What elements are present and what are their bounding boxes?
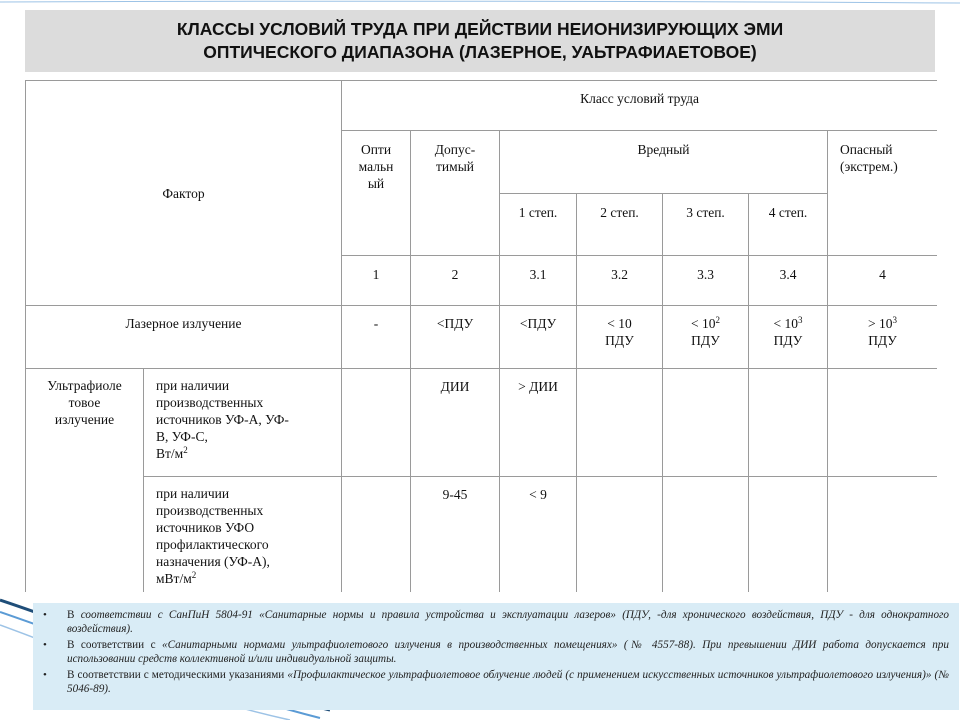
note-1-bullet: • xyxy=(43,609,47,621)
classes-table-container xyxy=(25,80,937,592)
laser-3-4-unit: ПДУ xyxy=(773,333,803,348)
acceptable-header xyxy=(411,131,500,256)
dangerous-line-1: Опасный xyxy=(840,142,893,157)
uv1-desc-line-1: при наличии xyxy=(156,378,230,393)
acceptable-line-2: тимый xyxy=(436,159,474,174)
class-header-label: Класс условий труда xyxy=(580,91,699,106)
code-3-3: 3.3 xyxy=(663,256,749,306)
degree-4-header: 4 степ. xyxy=(749,194,828,256)
note-uv-norms xyxy=(41,638,949,666)
uv2-desc-line-4: профилактического xyxy=(156,537,269,552)
uv-prophylactic-desc xyxy=(144,477,342,593)
note-3-bullet: • xyxy=(43,669,47,681)
laser-4-value: > 10 xyxy=(868,316,893,331)
optimal-line-3: ый xyxy=(367,176,385,191)
uv1-class-3-2 xyxy=(577,369,663,477)
laser-class-2: <ПДУ xyxy=(411,306,500,369)
laser-3-4-exp: 3 xyxy=(798,315,803,325)
uv1-class-3-1: > ДИИ xyxy=(500,369,577,477)
uv1-desc-line-2: производственных xyxy=(156,395,264,410)
uv2-desc-line-3: источников УФО xyxy=(156,520,255,535)
laser-class-4 xyxy=(828,306,937,369)
laser-row xyxy=(26,306,938,369)
uv1-unit-exp: 2 xyxy=(183,445,188,455)
degree-2-header: 2 степ. xyxy=(577,194,663,256)
laser-3-3-exp: 2 xyxy=(715,315,721,325)
uv2-class-4 xyxy=(828,477,937,593)
laser-3-3-value: < 10 xyxy=(691,316,716,331)
uv2-unit: мВт/м xyxy=(156,571,192,586)
laser-4-exp: 3 xyxy=(892,315,898,325)
laser-label: Лазерное излучение xyxy=(26,306,342,369)
laser-3-3-unit: ПДУ xyxy=(691,333,720,348)
note-2-text: «Санитарными нормами ультрафиолетового излучения в производственных помещениях» (№ 4557-88). При превышении ДИИ работа допускается при использовании средств коллективной и/или индивидуальной защиты. xyxy=(67,639,949,665)
top-decor-line xyxy=(0,0,960,10)
uv-label-line-3: излучение xyxy=(54,412,115,427)
laser-class-3-2 xyxy=(577,306,663,369)
laser-3-2-unit: ПДУ xyxy=(605,333,634,348)
uv2-desc-line-1: при наличии xyxy=(156,486,230,501)
laser-3-4-value: < 10 xyxy=(773,316,799,331)
uv2-desc-line-2: производственных xyxy=(156,503,264,518)
uv1-desc-line-4: В, УФ-С, xyxy=(156,429,208,444)
note-3-lead: В соответствии с методическими указаниями xyxy=(67,669,288,681)
uv1-class-3-3 xyxy=(663,369,749,477)
optimal-line-1: Опти xyxy=(360,142,392,157)
laser-4-unit: ПДУ xyxy=(868,333,897,348)
acceptable-line-1: Допус- xyxy=(434,142,476,157)
code-1: 1 xyxy=(342,256,411,306)
uv2-desc-line-5: назначения (УФ-А), xyxy=(156,554,270,569)
uv-label xyxy=(26,369,144,593)
dangerous-line-2: (экстрем.) xyxy=(840,159,898,174)
code-3-2: 3.2 xyxy=(577,256,663,306)
dangerous-header xyxy=(828,131,937,256)
factor-header-label: Фактор xyxy=(162,185,205,201)
degree-1-header: 1 степ. xyxy=(500,194,577,256)
uv2-class-3-1: < 9 xyxy=(500,477,577,593)
uv1-class-4 xyxy=(828,369,937,477)
note-1-lead: В xyxy=(67,609,81,621)
uv1-class-3-4 xyxy=(749,369,828,477)
code-2: 2 xyxy=(411,256,500,306)
uv1-class-1 xyxy=(342,369,411,477)
uv2-class-2: 9-45 xyxy=(411,477,500,593)
harmful-label: Вредный xyxy=(637,142,690,157)
laser-class-3-3 xyxy=(663,306,749,369)
code-4: 4 xyxy=(828,256,937,306)
working-conditions-table xyxy=(25,80,937,592)
uv-label-line-1: Ультрафиоле xyxy=(47,378,122,393)
uv-row-2 xyxy=(26,477,938,593)
uv1-unit: Вт/м xyxy=(156,446,184,461)
harmful-header xyxy=(500,131,828,194)
optimal-line-2: мальн xyxy=(358,159,394,174)
optimal-header xyxy=(342,131,411,256)
code-3-4: 3.4 xyxy=(749,256,828,306)
title-line-1: КЛАССЫ УСЛОВИЙ ТРУДА ПРИ ДЕЙСТВИИ НЕИОНИЗИРУЮЩИХ ЭМИ xyxy=(176,19,784,39)
uv-row-1 xyxy=(26,369,938,477)
title-band xyxy=(25,10,935,72)
uv2-unit-exp: 2 xyxy=(191,570,197,580)
note-sanpin xyxy=(41,608,949,636)
note-methodology xyxy=(41,668,949,696)
note-1-text: соответствии с СанПиН 5804-91 «Санитарные нормы и правила устройства и эксплуатации лазеров» (ПДУ, -для хронического воздействия, ПДУ - для однократного воздействия). xyxy=(67,609,949,635)
uv1-class-2: ДИИ xyxy=(411,369,500,477)
note-3-text: «Профилактическое ультрафиолетовое облучение людей (с применением искусственных источников ультрафиолетового излучения)» (№ 5046-89). xyxy=(67,669,949,695)
code-3-1: 3.1 xyxy=(500,256,577,306)
laser-class-3-4 xyxy=(749,306,828,369)
note-2-lead: В соответствии с xyxy=(67,639,163,651)
uv2-class-1 xyxy=(342,477,411,593)
uv2-class-3-4 xyxy=(749,477,828,593)
uv2-class-3-2 xyxy=(577,477,663,593)
uv1-desc-line-3: источников УФ-А, УФ- xyxy=(156,412,289,427)
note-2-bullet: • xyxy=(43,639,47,651)
uv-industrial-desc xyxy=(144,369,342,477)
factor-header xyxy=(26,81,342,306)
laser-class-3-1: <ПДУ xyxy=(500,306,577,369)
title-line-2: ОПТИЧЕСКОГО ДИАПАЗОНА (ЛАЗЕРНОЕ, УАЬТРАФИАЕТОВОЕ) xyxy=(203,42,757,62)
degree-3-header: 3 степ. xyxy=(663,194,749,256)
uv2-class-3-3 xyxy=(663,477,749,593)
laser-3-2-value: < 10 xyxy=(607,316,632,331)
class-header xyxy=(342,81,937,131)
uv-label-line-2: товое xyxy=(68,395,101,410)
notes-box xyxy=(33,603,959,710)
laser-class-1: - xyxy=(342,306,411,369)
